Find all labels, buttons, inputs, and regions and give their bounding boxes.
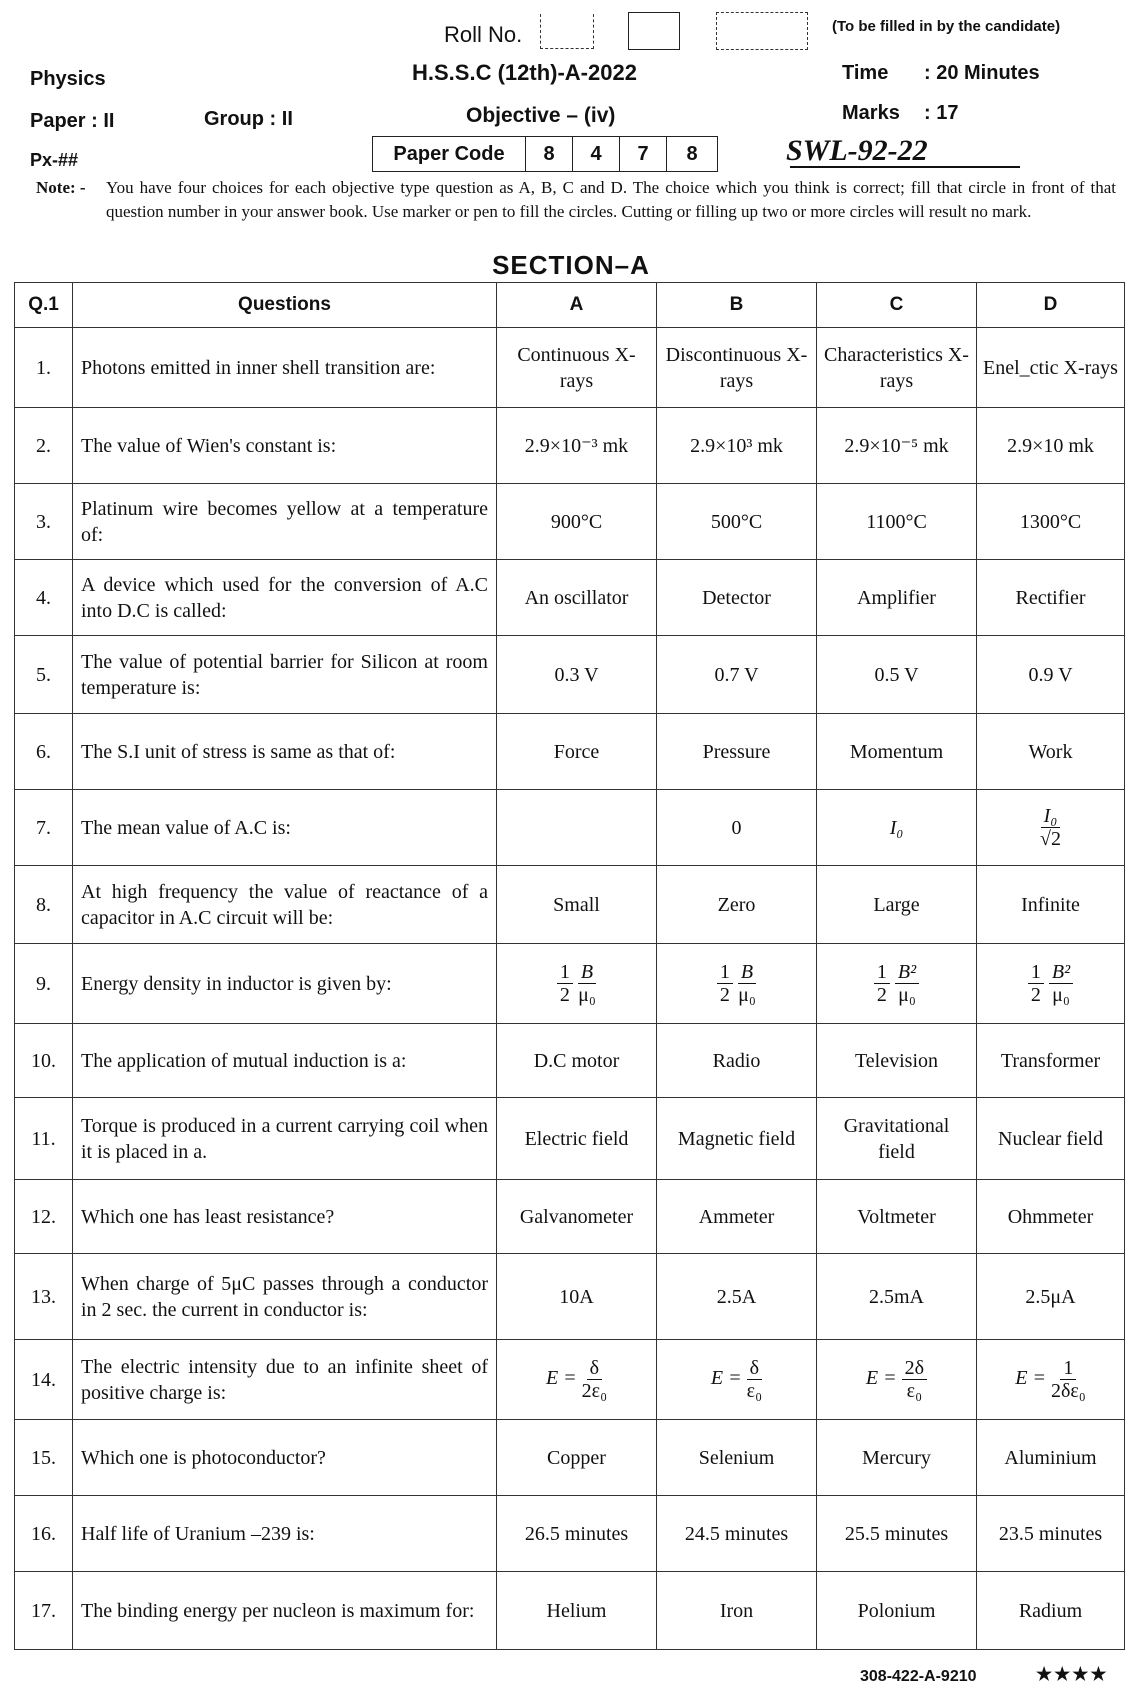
question-text: The binding energy per nucleon is maximum for: [73,1572,497,1650]
question-number: 7. [15,790,73,866]
option-b: 2.5A [657,1254,817,1340]
option-d: Enel_ctic X-rays [977,328,1125,408]
question-text: The value of Wien's constant is: [73,408,497,484]
question-text: The S.I unit of stress is same as that of: [73,714,497,790]
fraction-numerator: 2δ [902,1357,927,1380]
question-text: Which one is photoconductor? [73,1420,497,1496]
option-a: 900°C [497,484,657,560]
fraction-denominator: 2 [559,984,570,1006]
question-number: 6. [15,714,73,790]
section-title: SECTION–A [492,250,650,280]
option-d: Radium [977,1572,1125,1650]
fraction [1040,805,1061,850]
option-c: 2.9×10⁻⁵ mk [817,408,977,484]
table-row [15,560,1125,636]
option-b: Radio [657,1024,817,1098]
fraction-denominator: 2ε₀ [581,1380,608,1402]
fraction [902,1357,927,1402]
option-a [497,1340,657,1420]
fraction-denominator: 2δε₀ [1050,1380,1086,1402]
fraction-numerator: B [738,961,756,984]
option-a: Helium [497,1572,657,1650]
option-b: Selenium [657,1420,817,1496]
option-b [657,1340,817,1420]
table-row [15,1254,1125,1340]
table-row [15,1340,1125,1420]
paper-code-digit: 8 [686,143,698,165]
exam-title: H.S.S.C (12th)-A-2022 [412,60,637,85]
fraction-half [717,961,733,1006]
fraction-half [557,961,573,1006]
question-text: Torque is produced in a current carrying coil when it is placed in a. [73,1098,497,1180]
option-d: 23.5 minutes [977,1496,1125,1572]
roll-no-box-2[interactable] [628,12,680,50]
table-row [15,1180,1125,1254]
question-text: Photons emitted in inner shell transition are: [73,328,497,408]
table-row [15,1572,1125,1650]
paper-code-label: Paper Code [373,137,526,171]
question-number: 14. [15,1340,73,1420]
fraction-denominator: μ₀ [898,984,916,1006]
question-text: The application of mutual induction is a: [73,1024,497,1098]
option-b: Iron [657,1572,817,1650]
paper-number: Paper : II [30,110,115,132]
equation-prefix: E = [545,1367,577,1390]
header-option-d: D [977,283,1125,328]
option-b: 2.9×10³ mk [657,408,817,484]
option-c: Large [817,866,977,944]
fraction-numerator: 1 [557,961,573,984]
fraction-numerator: 1 [1028,961,1044,984]
question-number: 15. [15,1420,73,1496]
option-a: 2.9×10⁻³ mk [497,408,657,484]
option-a: Galvanometer [497,1180,657,1254]
option-c: 2.5mA [817,1254,977,1340]
table-row [15,636,1125,714]
option-a: 0.3 V [497,636,657,714]
note-text: You have four choices for each objective type question as A, B, C and D. The choice which you think is correct; fill that circle in front of that question number in your answer book. Use marker or pen to fill the circles. Cutting or filling up two or more circles will result no mark. [106,178,1116,221]
question-text: At high frequency the value of reactance of a capacitor in A.C circuit will be: [73,866,497,944]
table-row [15,790,1125,866]
option-b: Detector [657,560,817,636]
question-number: 8. [15,866,73,944]
option-c: Polonium [817,1572,977,1650]
header-qnum: Q.1 [15,283,73,328]
question-number: 2. [15,408,73,484]
option-a: Continuous X-rays [497,328,657,408]
fraction-denominator: ε₀ [906,1380,923,1402]
question-number: 4. [15,560,73,636]
fraction-denominator: μ₀ [578,984,596,1006]
fraction-numerator: 1 [1060,1357,1076,1380]
paper-code-box [372,136,718,172]
table-row [15,1024,1125,1098]
table-row [15,1496,1125,1572]
fill-note: (To be filled in by the candidate) [832,18,1061,35]
question-number: 13. [15,1254,73,1340]
question-number: 12. [15,1180,73,1254]
option-d: 2.5μA [977,1254,1125,1340]
time-label: Time [842,62,889,84]
option-b [657,944,817,1024]
fraction-half [874,961,890,1006]
option-d: 0.9 V [977,636,1125,714]
fraction-denominator: μ₀ [1052,984,1070,1006]
option-d [977,1340,1125,1420]
fraction-numerator: B² [895,961,919,984]
roll-no-box-1[interactable] [540,14,594,49]
option-c: Gravitational field [817,1098,977,1180]
option-b: Pressure [657,714,817,790]
fraction-numerator: δ [747,1357,762,1380]
option-d: 1300°C [977,484,1125,560]
subject: Physics [30,68,106,90]
question-text: The electric intensity due to an infinite sheet of positive charge is: [73,1340,497,1420]
instructions-note [36,176,1116,224]
option-b: 500°C [657,484,817,560]
fraction-denominator: 2 [876,984,887,1006]
option-a: Force [497,714,657,790]
option-a: 26.5 minutes [497,1496,657,1572]
question-text: Platinum wire becomes yellow at a temperature of: [73,484,497,560]
table-row [15,408,1125,484]
marks-value: : 17 [924,102,959,124]
fraction-denominator: √2 [1040,828,1061,850]
fraction-numerator: I₀ [1041,805,1061,828]
fraction [738,961,756,1006]
table-row [15,1420,1125,1496]
question-number: 16. [15,1496,73,1572]
equation-prefix: E = [865,1367,897,1390]
option-a: Copper [497,1420,657,1496]
option-a: An oscillator [497,560,657,636]
question-number: 5. [15,636,73,714]
header-questions: Questions [73,283,497,328]
option-d: Rectifier [977,560,1125,636]
option-a: Electric field [497,1098,657,1180]
question-text: The value of potential barrier for Silicon at room temperature is: [73,636,497,714]
questions-table [14,282,1125,1650]
option-d [977,944,1125,1024]
roll-no-box-3[interactable] [716,12,808,50]
fraction [578,961,596,1006]
option-c: 0.5 V [817,636,977,714]
fraction [1049,961,1073,1006]
table-row [15,328,1125,408]
option-c: 1100°C [817,484,977,560]
option-c: Voltmeter [817,1180,977,1254]
table-row [15,714,1125,790]
objective-label: Objective – (iv) [466,104,616,127]
option-d [977,790,1125,866]
question-number: 1. [15,328,73,408]
question-number: 9. [15,944,73,1024]
fraction-half [1028,961,1044,1006]
option-b: Ammeter [657,1180,817,1254]
fraction-numerator: B [578,961,596,984]
option-c [817,944,977,1024]
fraction-numerator: 1 [717,961,733,984]
equation-prefix: E = [1015,1367,1046,1390]
option-a [497,790,657,866]
question-text: The mean value of A.C is: [73,790,497,866]
paper-code-digit: 8 [526,137,573,171]
option-b: 0 [657,790,817,866]
option-d: Nuclear field [977,1098,1125,1180]
px-mark: Px-## [30,150,79,170]
question-text: Energy density in inductor is given by: [73,944,497,1024]
option-c: Characteristics X-rays [817,328,977,408]
fraction [1051,1357,1086,1402]
option-d: Work [977,714,1125,790]
time-value: : 20 Minutes [924,62,1040,84]
option-b: Discontinuous X-rays [657,328,817,408]
table-row [15,866,1125,944]
option-a [497,944,657,1024]
question-number: 11. [15,1098,73,1180]
fraction-denominator: μ₀ [738,984,756,1006]
question-text: Half life of Uranium –239 is: [73,1496,497,1572]
paper-code-digit: 7 [620,137,667,171]
fraction [895,961,919,1006]
option-b: Zero [657,866,817,944]
header-option-a: A [497,283,657,328]
table-row [15,944,1125,1024]
question-text: A device which used for the conversion of A.C into D.C is called: [73,560,497,636]
handwritten-underline [790,166,1020,168]
option-d: Aluminium [977,1420,1125,1496]
handwritten-code: SWL-92-22 [786,134,928,167]
option-d: 2.9×10 mk [977,408,1125,484]
paper-code-digit: 4 [573,137,620,171]
table-row [15,484,1125,560]
option-c: Amplifier [817,560,977,636]
note-label: Note: - [36,178,86,197]
header-option-c: C [817,283,977,328]
fraction-numerator: δ [587,1357,602,1380]
option-c: 25.5 minutes [817,1496,977,1572]
fraction-numerator: B² [1049,961,1073,984]
equation-prefix: E = [710,1367,742,1390]
fraction-denominator: 2 [1030,984,1041,1006]
question-number: 17. [15,1572,73,1650]
option-b: 24.5 minutes [657,1496,817,1572]
option-d: Transformer [977,1024,1125,1098]
question-number: 10. [15,1024,73,1098]
option-a: D.C motor [497,1024,657,1098]
option-c [817,1340,977,1420]
fraction-numerator: 1 [874,961,890,984]
footer-code: 308-422-A-9210 [860,1668,977,1685]
roll-no-label: Roll No. [444,22,523,47]
table-row [15,1098,1125,1180]
fraction [747,1357,762,1402]
header-option-b: B [657,283,817,328]
group-number: Group : II [204,108,293,130]
option-c: Momentum [817,714,977,790]
question-number: 3. [15,484,73,560]
option-c: Television [817,1024,977,1098]
fraction-denominator: 2 [719,984,730,1006]
option-d: Infinite [977,866,1125,944]
question-text: Which one has least resistance? [73,1180,497,1254]
fraction-denominator: ε₀ [746,1380,763,1402]
marks-label: Marks [842,102,900,124]
option-d: Ohmmeter [977,1180,1125,1254]
option-a: Small [497,866,657,944]
footer-stars: ★★★★ [1036,1664,1109,1684]
option-b: 0.7 V [657,636,817,714]
fraction [582,1357,607,1402]
option-b: Magnetic field [657,1098,817,1180]
option-c: I₀ [817,790,977,866]
option-a: 10A [497,1254,657,1340]
table-header-row [15,283,1125,328]
question-text: When charge of 5μC passes through a conductor in 2 sec. the current in conductor is: [73,1254,497,1340]
option-c: Mercury [817,1420,977,1496]
